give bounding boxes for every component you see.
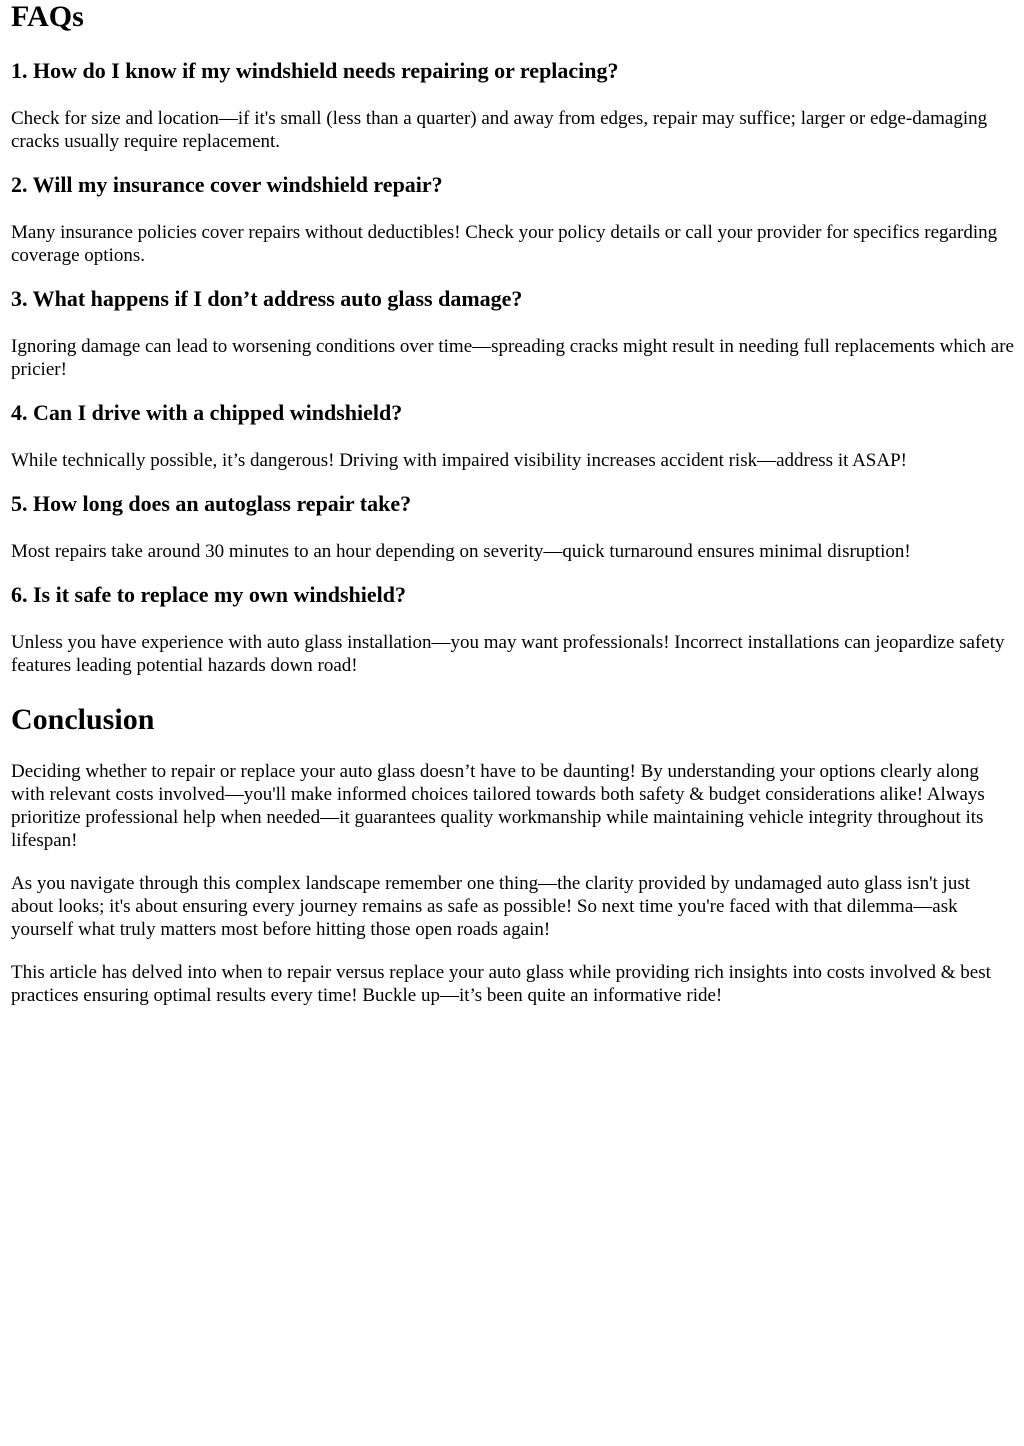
faq-question: 2. Will my insurance cover windshield repair? <box>11 172 443 197</box>
faq-item <box>11 172 1014 267</box>
faq-question: 1. How do I know if my windshield needs repairing or replacing? <box>11 58 619 83</box>
faqs-heading: FAQs <box>11 0 84 33</box>
faq-question: 4. Can I drive with a chipped windshield? <box>11 400 403 425</box>
faq-answer: Unless you have experience with auto glass installation—you may want professionals! Incorrect installations can jeopardize safety features leading potential hazards down road! <box>11 632 1005 676</box>
faq-question: 6. Is it safe to replace my own windshield? <box>11 582 406 607</box>
conclusion-paragraph: As you navigate through this complex landscape remember one thing—the clarity provided by undamaged auto glass isn't just about looks; it's about ensuring every journey remains as safe as possible! So next time you're faced with that dilemma—ask yourself what truly matters most before hitting those open roads again! <box>11 873 971 940</box>
conclusion-paragraph: This article has delved into when to repair versus replace your auto glass while providing rich insights into costs involved & best practices ensuring optimal results every time! Buckle up—it’s been quite an informative ride! <box>11 962 991 1006</box>
faqs-section <box>11 0 1014 677</box>
faq-answer: While technically possible, it’s dangerous! Driving with impaired visibility increases accident risk—address it ASAP! <box>11 450 907 471</box>
faq-item <box>11 400 1014 472</box>
faq-answer: Check for size and location—if it's small (less than a quarter) and away from edges, repair may suffice; larger or edge-damaging cracks usually require replacement. <box>11 108 988 152</box>
faq-question: 5. How long does an autoglass repair take? <box>11 491 412 516</box>
conclusion-paragraph: Deciding whether to repair or replace your auto glass doesn’t have to be daunting! By understanding your options clearly along with relevant costs involved—you'll make informed choices tailored towards both safety & budget considerations alike! Always prioritize professional help when needed—it guarantees quality workmanship while maintaining vehicle integrity throughout its lifespan! <box>11 761 985 851</box>
conclusion-body <box>11 760 1014 1007</box>
faq-question: 3. What happens if I don’t address auto glass damage? <box>11 286 523 311</box>
faq-answer: Ignoring damage can lead to worsening conditions over time—spreading cracks might result in needing full replacements which are pricier! <box>11 336 1014 380</box>
faq-list <box>11 58 1014 677</box>
faq-answer: Most repairs take around 30 minutes to an hour depending on severity—quick turnaround ensures minimal disruption! <box>11 541 911 562</box>
conclusion-section <box>11 703 1014 1007</box>
faq-item <box>11 491 1014 563</box>
faq-answer: Many insurance policies cover repairs without deductibles! Check your policy details or call your provider for specifics regarding coverage options. <box>11 222 998 266</box>
faq-item <box>11 58 1014 153</box>
conclusion-heading: Conclusion <box>11 703 155 736</box>
faq-item <box>11 286 1014 381</box>
faq-item <box>11 582 1014 677</box>
